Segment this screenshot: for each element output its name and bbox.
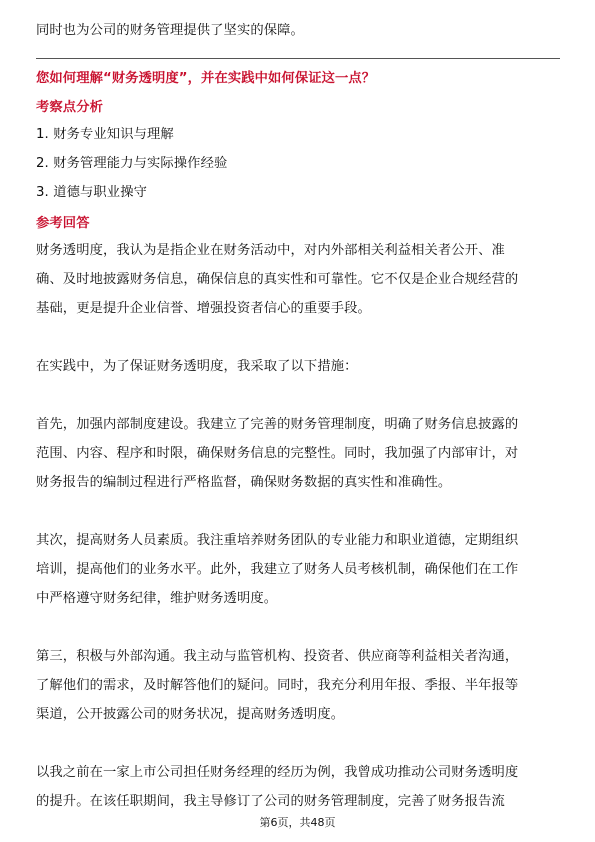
analysis-point: 2. 财务管理能力与实际操作经验 [36, 156, 228, 171]
paragraph-line: 基础，更是提升企业信誉、增强投资者信心的重要手段。 [36, 301, 371, 316]
paragraph-line: 首先，加强内部制度建设。我建立了完善的财务管理制度，明确了财务信息披露的 [36, 417, 519, 432]
paragraph-line: 了解他们的需求，及时解答他们的疑问。同时，我充分利用年报、季报、半年报等 [36, 678, 519, 693]
paragraph-line: 渠道，公开披露公司的财务状况，提高财务透明度。 [36, 707, 345, 722]
paragraph-line: 的提升。在该任职期间，我主导修订了公司的财务管理制度，完善了财务报告流 [36, 794, 505, 809]
answer-heading: 参考回答 [36, 216, 90, 231]
question-heading: 您如何理解“财务透明度”，并在实践中如何保证这一点？ [36, 71, 376, 86]
analysis-point: 3. 道德与职业操守 [36, 185, 147, 200]
analysis-point: 1. 财务专业知识与理解 [36, 127, 174, 142]
section-divider [36, 58, 560, 59]
paragraph-line: 财务报告的编制过程进行严格监督，确保财务数据的真实性和准确性。 [36, 475, 452, 490]
page-footer: 第6页，共48页 [259, 816, 336, 829]
analysis-heading: 考察点分析 [36, 100, 103, 115]
paragraph-line: 中严格遵守财务纪律，维护财务透明度。 [36, 591, 278, 606]
paragraph-line: 第三，积极与外部沟通。我主动与监管机构、投资者、供应商等利益相关者沟通， [36, 649, 519, 664]
paragraph-line: 在实践中，为了保证财务透明度，我采取了以下措施： [36, 359, 358, 374]
paragraph-line: 以我之前在一家上市公司担任财务经理的经历为例，我曾成功推动公司财务透明度 [36, 765, 519, 780]
paragraph-line: 其次，提高财务人员素质。我注重培养财务团队的专业能力和职业道德，定期组织 [36, 533, 519, 548]
paragraph-line: 范围、内容、程序和时限，确保财务信息的完整性。同时，我加强了内部审计，对 [36, 446, 519, 461]
paragraph-line: 培训，提高他们的业务水平。此外，我建立了财务人员考核机制，确保他们在工作 [36, 562, 519, 577]
paragraph-line: 财务透明度，我认为是指企业在财务活动中，对内外部相关利益相关者公开、准 [36, 243, 505, 258]
intro-tail-text: 同时也为公司的财务管理提供了坚实的保障。 [36, 23, 304, 38]
paragraph-line: 确、及时地披露财务信息，确保信息的真实性和可靠性。它不仅是企业合规经营的 [36, 272, 519, 287]
